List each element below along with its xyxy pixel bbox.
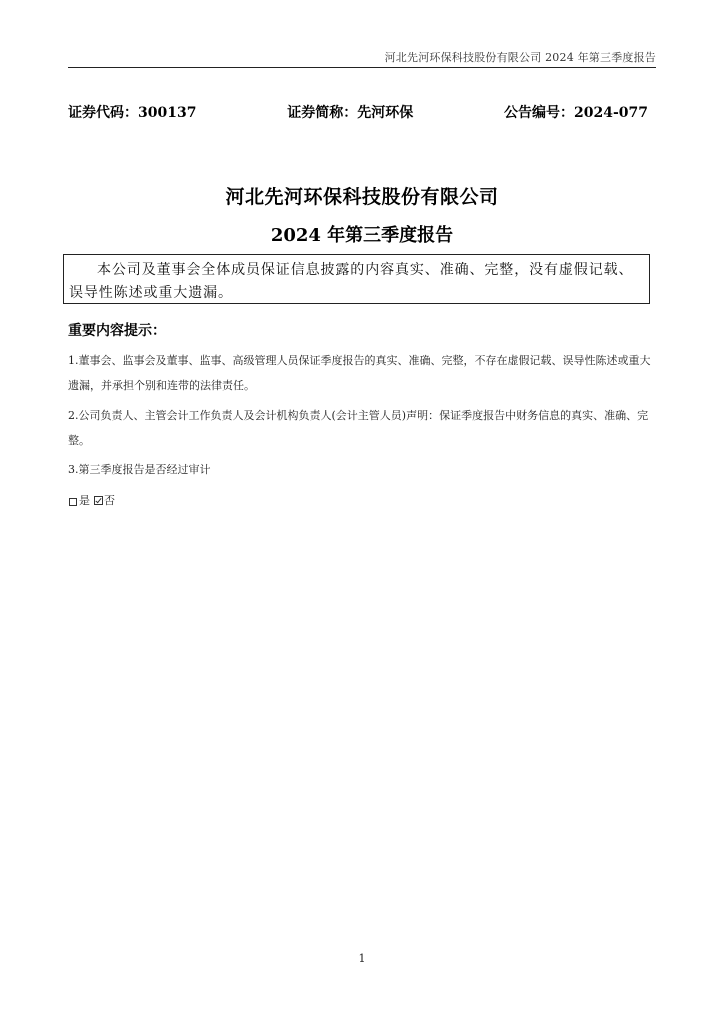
security-abbr-label: 证券简称：: [287, 105, 358, 121]
company-name-title: 河北先河环保科技股份有限公司: [225, 186, 499, 208]
notice-item-2: 2.公司负责人、主管会计工作负责人及会计机构负责人(会计主管人员)声明：保证季度报告中财务信息的真实、准确、完整。: [68, 409, 649, 447]
announcement-no-label: 公告编号：: [503, 105, 574, 121]
security-code-line: [68, 102, 648, 122]
disclosure-statement-box: [63, 254, 650, 304]
header-rule: [68, 67, 656, 68]
announcement-number: [504, 102, 648, 122]
checked-checkbox-icon[interactable]: [94, 496, 103, 505]
audit-option-no: 否: [104, 494, 115, 507]
page-number: 1: [358, 952, 366, 965]
announcement-no-value: 2024-077: [573, 105, 648, 121]
notice-item-1: 1.董事会、监事会及董事、监事、高级管理人员保证季度报告的真实、准确、完整，不存在虚假记载、误导性陈述或重大遗漏，并承担个别和连带的法律责任。: [68, 354, 651, 392]
security-abbreviation: [287, 102, 413, 122]
report-title: 2024 年第三季度报告: [270, 225, 454, 246]
security-code: [68, 102, 196, 122]
audit-options: [68, 488, 115, 513]
disclosure-statement: 本公司及董事会全体成员保证信息披露的内容真实、准确、完整，没有虚假记载、误导性陈述或重大遗漏。: [69, 262, 634, 301]
important-notice-heading: 重要内容提示：: [68, 323, 166, 339]
security-code-value: 300137: [138, 105, 197, 121]
security-abbr-value: 先河环保: [357, 105, 414, 121]
audit-option-yes: 是: [79, 494, 90, 507]
security-code-label: 证券代码：: [68, 105, 138, 121]
running-header: 河北先河环保科技股份有限公司 2024 年第三季度报告: [384, 51, 656, 64]
notice-item-3: 3.第三季度报告是否经过审计: [68, 463, 211, 476]
unchecked-checkbox-icon[interactable]: [69, 498, 77, 506]
